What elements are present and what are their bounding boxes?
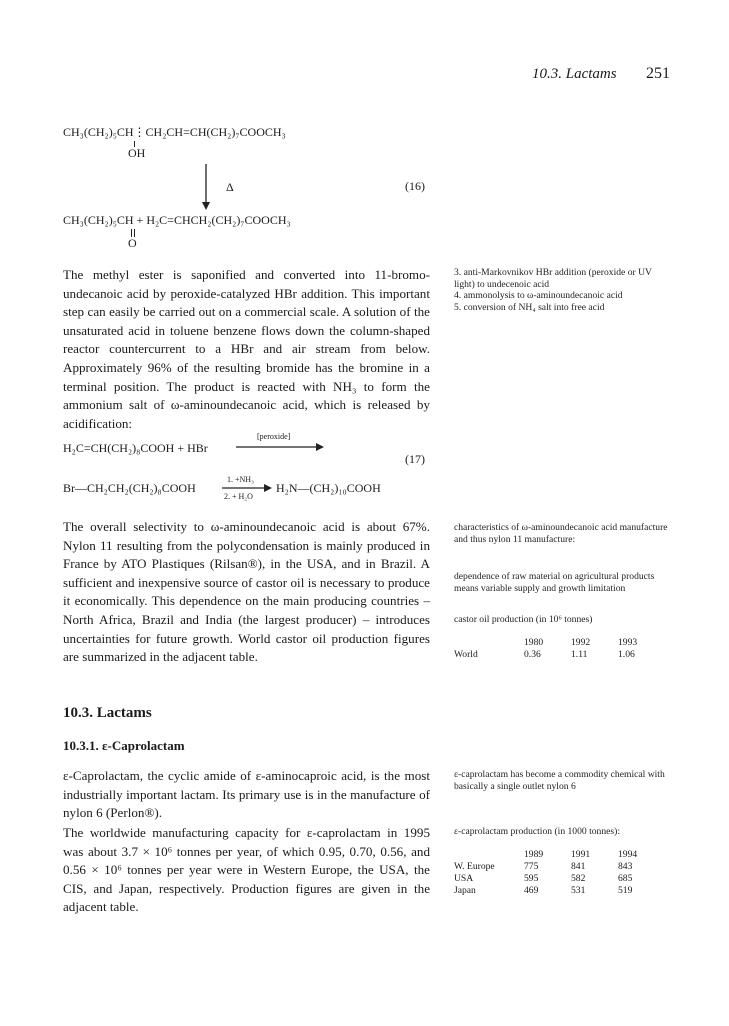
table-header-row — [454, 637, 648, 649]
table-row-label: W. Europe — [454, 861, 495, 872]
equation-16-oxygen: O — [128, 236, 137, 250]
table-cell: 595 — [524, 873, 539, 884]
table-cell: 582 — [571, 873, 586, 884]
caprolactam-table-title: ε-caprolactam production (in 1000 tonnes): — [454, 826, 621, 837]
sidenote-step-3: 3. anti-Markovnikov HBr addition (peroxide or UV light) to undecenoic acid — [454, 267, 652, 290]
sidenote-dependence: dependence of raw material on agricultural products means variable supply and growth limitation — [454, 571, 655, 594]
reaction-arrow-right — [236, 442, 326, 452]
castor-oil-table-title: castor oil production (in 10⁶ tonnes) — [454, 614, 593, 625]
table-cell: 775 — [524, 861, 539, 872]
paragraph-selectivity: The overall selectivity to ω-aminoundecanoic acid is about 67%. Nylon 11 resulting from the polycondensation is mainly produced in France by ATO Plastiques (Rilsan®), in the USA, and in Brazil. A sufficient and inexpensive source of castor oil is necessary to produce it economically. This dependence on the main producing countries – North Africa, Brazil and India (the largest producer) – introduces uncertainties for future growth. World castor oil production figures are summarized in the adjacent table. — [63, 519, 430, 665]
equation-17-line1: H₂C=CH(CH₂)₈COOH + HBr — [63, 441, 208, 455]
reaction-arrow-down — [196, 162, 216, 212]
paragraph-saponification: The methyl ester is saponified and converted into 11-bromo-undecanoic acid by peroxide-catalyzed HBr addition. This important step can easily be carried out on a commercial scale. A solution of the unsaturated acid in toluene benzene flows down the column-shaped reactor countercurrent to a HBr and air stream from below. Approximately 96% of the resulting bromide has the bromine in a terminal position. The product is reacted with NH₃ to form the ammonium salt of ω-aminoundecanoic acid, which is released by acidification: — [63, 267, 430, 431]
sidenote-step-4: 4. ammonolysis to ω-aminoundecanoic acid — [454, 290, 623, 302]
equation-17-ammonia-step: 1. +NH₃ — [227, 475, 254, 484]
page-number: 251 — [646, 65, 670, 82]
equation-16-number: (16) — [405, 179, 425, 193]
table-year: 1993 — [618, 637, 638, 648]
castor-oil-table — [454, 637, 648, 661]
section-heading: 10.3. Lactams — [63, 705, 152, 721]
table-row — [454, 649, 648, 661]
subsection-heading: 10.3.1. ε-Caprolactam — [63, 738, 185, 753]
table-year: 1980 — [524, 637, 544, 648]
equation-16-product: CH₃(CH₂)₅CH + H₂C=CHCH₂(CH₂)₇COOCH₃ — [63, 213, 291, 227]
equation-17-water-step: 2. + H₂O — [224, 492, 253, 501]
equation-17-line2: Br—CH₂CH₂(CH₂)₈COOH — [63, 481, 196, 495]
running-header-title: 10.3. Lactams — [532, 66, 617, 82]
heat-symbol: Δ — [226, 180, 234, 194]
table-cell: 531 — [571, 885, 586, 896]
table-row-label: USA — [454, 873, 474, 884]
table-year: 1994 — [618, 849, 638, 860]
table-row — [454, 873, 648, 885]
table-header-row — [454, 849, 648, 861]
sidenote-characteristics: characteristics of ω-aminoundecanoic acid manufacture and thus nylon 11 manufacture: — [454, 522, 668, 545]
table-cell: 469 — [524, 885, 539, 896]
table-year: 1989 — [524, 849, 544, 860]
table-year: 1992 — [571, 637, 591, 648]
equation-16-reactant: CH₃(CH₂)₅CH⋮CH₂CH=CH(CH₂)₇COOCH₃ — [63, 125, 286, 139]
table-row-label: Japan — [454, 885, 476, 896]
table-cell: 841 — [571, 861, 586, 872]
equation-17-number: (17) — [405, 452, 425, 466]
table-row-label: World — [454, 649, 478, 660]
sidenote-steps — [454, 267, 672, 313]
table-cell: 519 — [618, 885, 633, 896]
equation-17-peroxide-condition: [peroxide] — [257, 432, 291, 441]
table-year: 1991 — [571, 849, 591, 860]
table-cell: 1.11 — [571, 649, 588, 660]
table-cell: 0.36 — [524, 649, 541, 660]
table-cell: 1.06 — [618, 649, 635, 660]
table-cell: 685 — [618, 873, 633, 884]
sidenote-commodity: ε-caprolactam has become a commodity chemical with basically a single outlet nylon 6 — [454, 769, 665, 792]
caprolactam-table — [454, 849, 648, 897]
equation-16-oh-group: OH — [128, 146, 146, 160]
sidenote-step-5: 5. conversion of NH₄ salt into free acid — [454, 301, 605, 313]
table-row — [454, 885, 648, 897]
table-cell: 843 — [618, 861, 633, 872]
equation-17-product: H₂N—(CH₂)₁₀COOH — [276, 481, 381, 495]
table-row — [454, 861, 648, 873]
paragraph-caprolactam-capacity: The worldwide manufacturing capacity for ε-caprolactam in 1995 was about 3.7 × 10⁶ tonnes per year, of which 0.95, 0.70, 0.56, and 0.56 × 10⁶ tonnes per year were in Western Europe, the USA, the CIS, and Japan, respectively. Production figures are given in the adjacent table. — [63, 825, 430, 915]
paragraph-caprolactam-intro: ε-Caprolactam, the cyclic amide of ε-aminocaproic acid, is the most industrially important lactam. Its primary use is in the manufacture of nylon 6 (Perlon®). — [63, 768, 430, 821]
